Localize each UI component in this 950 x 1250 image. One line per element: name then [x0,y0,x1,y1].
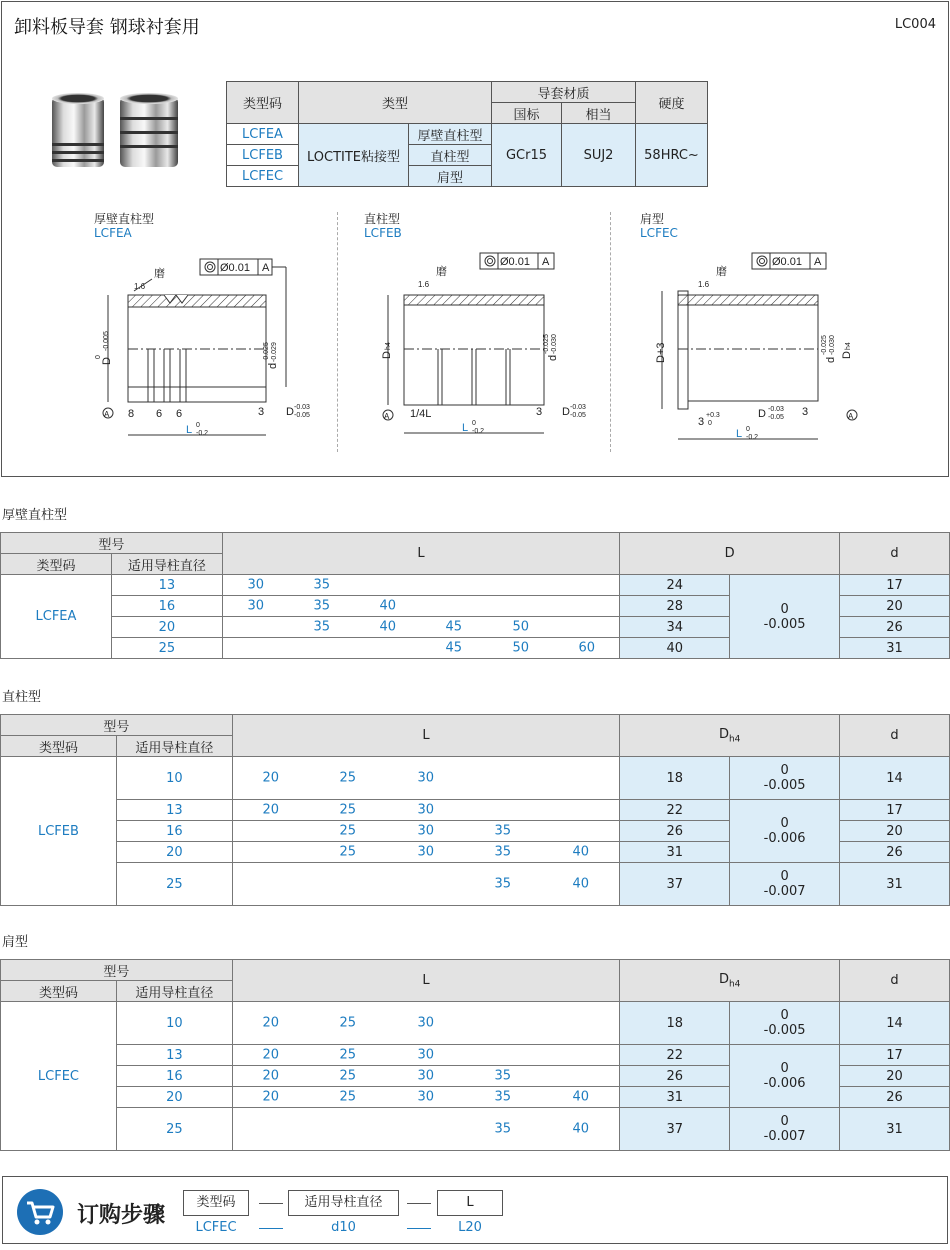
svg-text:6: 6 [156,408,163,420]
drawing-title-c: 肩型 LCFEC [640,212,678,240]
section-title-straight: 直柱型 [2,690,42,705]
order-example-code: LCFEC [195,1220,237,1235]
svg-text:1.6: 1.6 [134,282,146,291]
svg-text:3: 3 [258,406,265,418]
drawing-divider [337,212,338,452]
order-step-length: L [437,1190,503,1216]
drawing-title-b: 直柱型 LCFEB [364,212,402,240]
page-title: 卸料板导套 钢球衬套用 [14,17,200,38]
svg-text:D: D [562,406,570,418]
svg-text:h4: h4 [385,342,392,350]
svg-text:D: D [758,408,766,420]
svg-text:-0.05: -0.05 [294,412,310,419]
svg-text:-0.03: -0.03 [570,404,586,411]
svg-text:磨: 磨 [716,266,727,278]
svg-text:0: 0 [746,426,750,433]
svg-text:-0.005: -0.005 [103,331,110,351]
order-connector [259,1228,283,1229]
svg-text:D: D [286,406,294,418]
product-photo-thick [52,97,104,167]
section-title-thick: 厚壁直柱型 [2,508,68,523]
svg-text:6: 6 [176,408,183,420]
size-table-lcfeb: 型号 L $D_{h4}$ d 类型码 适用导柱直径 LCFEB 10 20 25 30 18 0 -0.005 14 13 20 25 30 22 0 -0.006 17 16 25 30 35 26 20 20 25 30 35 40 31 26 25 35 40 37 0 -0.007 31 [0,714,950,906]
svg-text:-0.030: -0.030 [551,334,558,354]
order-connector [259,1203,283,1204]
svg-text:8: 8 [128,408,135,420]
svg-text:A: A [262,262,270,274]
order-example-length: L20 [458,1220,482,1235]
product-panel [1,1,949,477]
spec-code-lcfeb[interactable]: LCFEB [227,145,299,166]
svg-text:0: 0 [708,420,712,427]
order-steps [2,1176,948,1244]
svg-text:A: A [814,256,822,268]
drawing-thick-straight [90,247,310,447]
svg-text:d: d [547,354,559,361]
size-table-lcfec: 型号 L $D_{h4}$ d 类型码 适用导柱直径 LCFEC 10 20 25 30 18 0 -0.005 14 13 20 25 30 22 0 -0.006 17 16 20 25 30 35 26 20 20 20 25 30 35 40 31 26 25 35 40 37 0 -0.007 31 [0,959,950,1151]
svg-text:-0.2: -0.2 [746,434,759,441]
spec-table: 类型码 类型 导套材质 硬度 国标 相当 LCFEA LOCTITE粘接型 厚壁直柱型 GCr15 SUJ2 58HRC~ LCFEB 直柱型 LCFEC 肩型 [226,81,708,187]
svg-text:-0.2: -0.2 [472,428,485,435]
order-step-diameter: 适用导柱直径 [288,1190,399,1216]
order-connector [407,1203,431,1204]
svg-text:-0.03: -0.03 [294,404,310,411]
type-code-lcfeb[interactable]: LCFEB [1,757,117,906]
svg-text:A: A [848,412,854,421]
drawing-shoulder [642,247,872,447]
spec-code-lcfea[interactable]: LCFEA [227,124,299,145]
svg-text:-0.029: -0.029 [271,342,278,362]
svg-text:Ø0.01: Ø0.01 [772,256,802,268]
svg-text:L: L [736,428,743,440]
svg-text:0: 0 [95,355,102,359]
svg-text:1.6: 1.6 [418,280,430,289]
svg-text:0: 0 [472,420,476,427]
section-title-shoulder: 肩型 [2,935,29,950]
svg-text:d: d [825,356,837,363]
svg-text:-0.05: -0.05 [768,414,784,421]
svg-text:A: A [384,412,390,421]
svg-text:磨: 磨 [154,268,165,280]
svg-text:-0.030: -0.030 [829,335,836,355]
svg-text:3: 3 [698,416,705,428]
svg-text:D: D [101,357,113,365]
svg-text:A: A [542,256,550,268]
product-photo-straight [120,97,178,167]
svg-text:-0.025: -0.025 [543,334,550,354]
svg-text:D+3: D+3 [655,342,667,363]
svg-text:L: L [462,422,469,434]
svg-text:Ø0.01: Ø0.01 [500,256,530,268]
order-step-code: 类型码 [183,1190,249,1216]
svg-text:D: D [841,351,853,359]
type-code-lcfea[interactable]: LCFEA [1,575,112,659]
size-table-lcfea: 型号 L D d 类型码 适用导柱直径 LCFEA 13 30 35 24 0 -0.005 17 16 30 35 40 28 20 20 35 40 45 50 34 26 25 45 50 60 40 31 [0,532,950,659]
drawing-divider [610,212,611,452]
svg-text:1.6: 1.6 [698,280,710,289]
svg-text:L: L [186,424,193,436]
svg-text:d: d [267,362,279,369]
svg-text:磨: 磨 [436,266,447,278]
cart-icon [17,1189,63,1235]
order-title: 订购步骤 [77,1203,166,1228]
svg-text:0: 0 [196,422,200,429]
order-connector [407,1228,431,1229]
order-example-diameter: d10 [331,1220,356,1235]
svg-text:3: 3 [536,406,543,418]
spec-code-lcfec[interactable]: LCFEC [227,166,299,187]
svg-text:h4: h4 [845,342,852,350]
svg-text:-0.05: -0.05 [570,412,586,419]
svg-text:+0.3: +0.3 [706,412,720,419]
svg-text:3: 3 [802,406,809,418]
svg-text:-0.03: -0.03 [768,406,784,413]
drawing-title-a: 厚壁直柱型 LCFEA [94,212,155,240]
catalog-code: LC004 [894,17,936,32]
svg-text:Ø0.01: Ø0.01 [220,262,250,274]
svg-text:-0.2: -0.2 [196,430,209,437]
svg-text:D: D [381,351,393,359]
type-code-lcfec[interactable]: LCFEC [1,1002,117,1151]
svg-text:-0.025: -0.025 [821,335,828,355]
svg-text:A: A [104,410,110,419]
drawing-straight [364,247,594,447]
svg-text:-0.025: -0.025 [263,342,270,362]
svg-text:1/4L: 1/4L [410,408,432,420]
